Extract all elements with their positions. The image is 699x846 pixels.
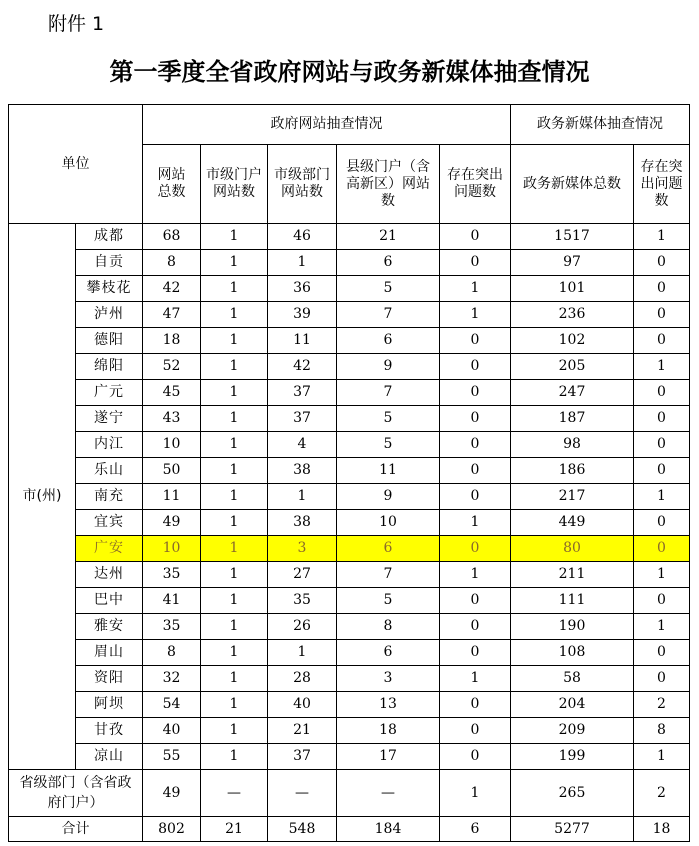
cell-value: 1 [440, 510, 511, 536]
cell-value: 1 [201, 250, 268, 276]
inspection-table [8, 104, 690, 842]
cell-value: 0 [440, 640, 511, 666]
cell-value: 52 [143, 354, 201, 380]
cell-value: 1 [201, 744, 268, 770]
cell-value: 54 [143, 692, 201, 718]
cell-value: 1 [440, 770, 511, 817]
cell-value: 1 [634, 484, 690, 510]
cell-value: 0 [440, 406, 511, 432]
cell-value: 43 [143, 406, 201, 432]
cell-value: 0 [634, 432, 690, 458]
city-name: 宜宾 [76, 510, 143, 536]
cell-value: 1 [201, 718, 268, 744]
cell-value: 209 [511, 718, 634, 744]
unit-header: 单位 [9, 105, 143, 224]
cell-value: 4 [268, 432, 337, 458]
cell-value: 10 [337, 510, 440, 536]
city-name: 甘孜 [76, 718, 143, 744]
cell-value: 18 [634, 817, 690, 842]
cell-value: 28 [268, 666, 337, 692]
cell-value: 0 [440, 432, 511, 458]
table-row [9, 744, 690, 770]
cell-value: 5277 [511, 817, 634, 842]
cell-value: 37 [268, 380, 337, 406]
cell-value: 6 [337, 328, 440, 354]
cell-value: 0 [634, 406, 690, 432]
cell-value: 0 [440, 588, 511, 614]
cell-value: 8 [634, 718, 690, 744]
cell-value: 0 [634, 250, 690, 276]
cell-value: 1 [201, 276, 268, 302]
cell-value: 184 [337, 817, 440, 842]
cell-value: 1 [201, 458, 268, 484]
city-name: 内江 [76, 432, 143, 458]
provincial-row [9, 770, 690, 817]
cell-value: 6 [337, 536, 440, 562]
cell-value: 37 [268, 406, 337, 432]
cell-value: 0 [440, 744, 511, 770]
cell-value: 8 [337, 614, 440, 640]
cell-value: 1 [634, 614, 690, 640]
cell-value: 1517 [511, 224, 634, 250]
table-row [9, 328, 690, 354]
city-name: 广安 [76, 536, 143, 562]
col-header-city-dept: 市级部门网站数 [268, 145, 337, 224]
cell-value: 1 [201, 562, 268, 588]
cell-value: 35 [143, 562, 201, 588]
table-row [9, 224, 690, 250]
cell-value: 0 [440, 718, 511, 744]
cell-value: 11 [337, 458, 440, 484]
city-name: 南充 [76, 484, 143, 510]
cell-value: 36 [268, 276, 337, 302]
cell-value: 38 [268, 458, 337, 484]
cell-value: 1 [201, 510, 268, 536]
cell-value: 11 [268, 328, 337, 354]
cell-value: 108 [511, 640, 634, 666]
cell-value: 1 [201, 640, 268, 666]
cell-value: 548 [268, 817, 337, 842]
cell-value: 9 [337, 354, 440, 380]
cell-value: 18 [337, 718, 440, 744]
cell-value: 58 [511, 666, 634, 692]
cell-value: 37 [268, 744, 337, 770]
cell-value: 8 [143, 250, 201, 276]
cell-value: 0 [634, 666, 690, 692]
page-title: 第一季度全省政府网站与政务新媒体抽查情况 [109, 57, 590, 86]
city-name: 资阳 [76, 666, 143, 692]
cell-value: 0 [634, 302, 690, 328]
cell-value: 1 [201, 536, 268, 562]
cell-value: 21 [268, 718, 337, 744]
city-name: 绵阳 [76, 354, 143, 380]
cell-value: 1 [201, 666, 268, 692]
cell-value: 0 [634, 536, 690, 562]
city-name: 成都 [76, 224, 143, 250]
total-label: 合计 [9, 817, 143, 842]
cell-value: 1 [201, 328, 268, 354]
cell-value: 0 [634, 588, 690, 614]
table-row [9, 510, 690, 536]
cell-value: 7 [337, 380, 440, 406]
cell-value: 217 [511, 484, 634, 510]
cell-value: 0 [634, 380, 690, 406]
table-row [9, 640, 690, 666]
cell-value: 1 [634, 744, 690, 770]
cell-value: 5 [337, 432, 440, 458]
table-row [9, 588, 690, 614]
table-row [9, 406, 690, 432]
cell-value: 1 [201, 406, 268, 432]
cell-value: 2 [634, 770, 690, 817]
cell-value: 101 [511, 276, 634, 302]
cell-value: 1 [201, 432, 268, 458]
city-name: 阿坝 [76, 692, 143, 718]
cell-value: 1 [201, 692, 268, 718]
cell-value: 6 [337, 640, 440, 666]
cell-value: 187 [511, 406, 634, 432]
table-row [9, 562, 690, 588]
cell-value: 50 [143, 458, 201, 484]
cell-value: 1 [268, 250, 337, 276]
cell-value: 1 [440, 276, 511, 302]
gov-group-header: 政府网站抽查情况 [143, 105, 511, 145]
city-name: 自贡 [76, 250, 143, 276]
cell-value: 7 [337, 562, 440, 588]
col-header-city-portal: 市级门户网站数 [201, 145, 268, 224]
cell-value: — [201, 770, 268, 817]
cell-value: 0 [634, 276, 690, 302]
provincial-name: 省级部门（含省政府门户） [9, 770, 143, 817]
cell-value: — [337, 770, 440, 817]
cell-value: 0 [634, 458, 690, 484]
cell-value: 204 [511, 692, 634, 718]
cell-value: 11 [143, 484, 201, 510]
cell-value: 1 [268, 484, 337, 510]
cell-value: — [268, 770, 337, 817]
cell-value: 802 [143, 817, 201, 842]
cell-value: 1 [201, 380, 268, 406]
attachment-label: 附件 1 [48, 13, 105, 35]
cell-value: 0 [634, 328, 690, 354]
cell-value: 13 [337, 692, 440, 718]
table-row [9, 302, 690, 328]
table-row [9, 692, 690, 718]
cell-value: 42 [143, 276, 201, 302]
col-header-media-total: 政务新媒体总数 [511, 145, 634, 224]
cell-value: 1 [268, 640, 337, 666]
cell-value: 0 [440, 250, 511, 276]
cell-value: 1 [440, 562, 511, 588]
cell-value: 0 [440, 458, 511, 484]
cell-value: 40 [143, 718, 201, 744]
city-name: 雅安 [76, 614, 143, 640]
cell-value: 35 [143, 614, 201, 640]
cell-value: 35 [268, 588, 337, 614]
table-row [9, 432, 690, 458]
cell-value: 9 [337, 484, 440, 510]
cell-value: 205 [511, 354, 634, 380]
cell-value: 0 [634, 510, 690, 536]
cell-value: 8 [143, 640, 201, 666]
table-row [9, 276, 690, 302]
cell-value: 80 [511, 536, 634, 562]
cell-value: 0 [634, 640, 690, 666]
col-header-site-total: 网站总数 [143, 145, 201, 224]
media-group-header: 政务新媒体抽查情况 [511, 105, 690, 145]
city-name: 遂宁 [76, 406, 143, 432]
cell-value: 1 [440, 666, 511, 692]
table-row [9, 666, 690, 692]
cell-value: 3 [268, 536, 337, 562]
cell-value: 0 [440, 614, 511, 640]
table-row [9, 380, 690, 406]
cell-value: 27 [268, 562, 337, 588]
cell-value: 111 [511, 588, 634, 614]
table-row [9, 354, 690, 380]
cell-value: 211 [511, 562, 634, 588]
cell-value: 0 [440, 536, 511, 562]
table-row [9, 718, 690, 744]
cell-value: 17 [337, 744, 440, 770]
cell-value: 45 [143, 380, 201, 406]
cell-value: 102 [511, 328, 634, 354]
cell-value: 1 [201, 588, 268, 614]
cell-value: 5 [337, 588, 440, 614]
cell-value: 21 [337, 224, 440, 250]
table-row [9, 484, 690, 510]
cell-value: 1 [634, 562, 690, 588]
cell-value: 39 [268, 302, 337, 328]
city-name: 眉山 [76, 640, 143, 666]
cell-value: 0 [440, 354, 511, 380]
cell-value: 26 [268, 614, 337, 640]
cell-value: 1 [201, 484, 268, 510]
cell-value: 0 [440, 328, 511, 354]
cell-value: 55 [143, 744, 201, 770]
cell-value: 449 [511, 510, 634, 536]
city-name: 达州 [76, 562, 143, 588]
total-row [9, 817, 690, 842]
table-row [9, 458, 690, 484]
city-name: 凉山 [76, 744, 143, 770]
cell-value: 6 [440, 817, 511, 842]
cell-value: 10 [143, 536, 201, 562]
cell-value: 2 [634, 692, 690, 718]
cell-value: 0 [440, 224, 511, 250]
cell-value: 1 [634, 224, 690, 250]
cell-value: 3 [337, 666, 440, 692]
cell-value: 68 [143, 224, 201, 250]
table-row [9, 250, 690, 276]
cell-value: 190 [511, 614, 634, 640]
city-name: 泸州 [76, 302, 143, 328]
region-label: 市(州) [9, 224, 76, 770]
cell-value: 32 [143, 666, 201, 692]
cell-value: 18 [143, 328, 201, 354]
cell-value: 47 [143, 302, 201, 328]
cell-value: 5 [337, 406, 440, 432]
col-header-media-issues: 存在突出问题数 [634, 145, 690, 224]
cell-value: 199 [511, 744, 634, 770]
cell-value: 97 [511, 250, 634, 276]
cell-value: 0 [440, 380, 511, 406]
cell-value: 1 [201, 614, 268, 640]
cell-value: 46 [268, 224, 337, 250]
cell-value: 7 [337, 302, 440, 328]
cell-value: 0 [440, 692, 511, 718]
cell-value: 265 [511, 770, 634, 817]
city-name: 德阳 [76, 328, 143, 354]
col-header-gov-issues: 存在突出问题数 [440, 145, 511, 224]
table-row [9, 536, 690, 562]
table-row [9, 614, 690, 640]
cell-value: 186 [511, 458, 634, 484]
cell-value: 21 [201, 817, 268, 842]
cell-value: 49 [143, 770, 201, 817]
cell-value: 49 [143, 510, 201, 536]
cell-value: 1 [201, 302, 268, 328]
city-name: 广元 [76, 380, 143, 406]
cell-value: 42 [268, 354, 337, 380]
cell-value: 10 [143, 432, 201, 458]
cell-value: 98 [511, 432, 634, 458]
city-name: 巴中 [76, 588, 143, 614]
cell-value: 6 [337, 250, 440, 276]
col-header-county-portal: 县级门户（含高新区）网站数 [337, 145, 440, 224]
cell-value: 1 [201, 354, 268, 380]
city-name: 乐山 [76, 458, 143, 484]
cell-value: 5 [337, 276, 440, 302]
cell-value: 247 [511, 380, 634, 406]
city-name: 攀枝花 [76, 276, 143, 302]
cell-value: 1 [634, 354, 690, 380]
cell-value: 38 [268, 510, 337, 536]
cell-value: 40 [268, 692, 337, 718]
cell-value: 41 [143, 588, 201, 614]
cell-value: 0 [440, 484, 511, 510]
cell-value: 236 [511, 302, 634, 328]
cell-value: 1 [201, 224, 268, 250]
cell-value: 1 [440, 302, 511, 328]
